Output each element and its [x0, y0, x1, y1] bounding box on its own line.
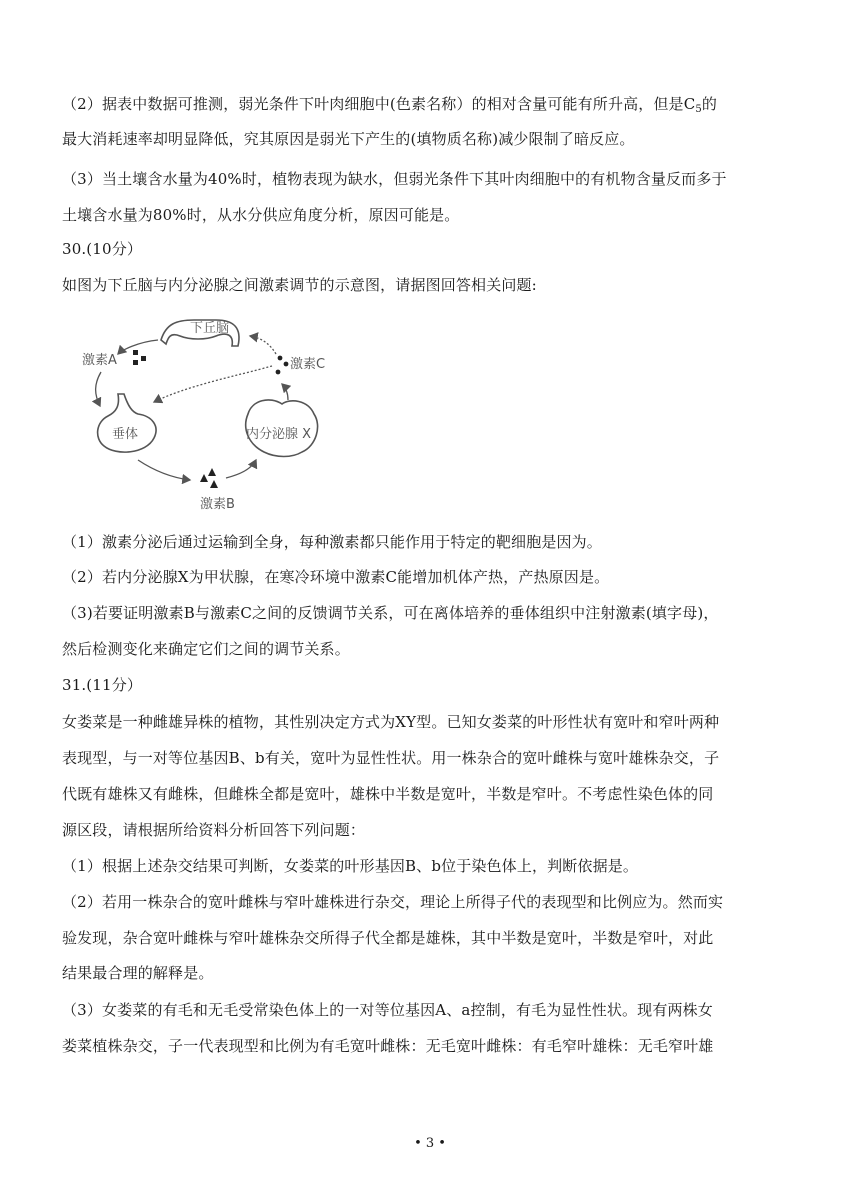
question-31-header: 31.(11分）	[62, 676, 142, 694]
hormone-b-particle	[208, 468, 216, 476]
subscript-5: 5	[695, 104, 702, 115]
arrow-b-to-gland	[226, 460, 256, 478]
hormone-a-label: 激素A	[82, 353, 117, 368]
pituitary-label: 垂体	[112, 427, 139, 442]
question-30-2: （2）若内分泌腺X为甲状腺，在寒冷环境中激素C能增加机体产热，产热原因是。	[62, 568, 610, 586]
question-31-3-line2: 娄菜植株杂交，子一代表现型和比例为有毛宽叶雌株：无毛宽叶雌株：有毛窄叶雄株：无毛窄叶雄	[62, 1037, 714, 1055]
hormone-a-particle	[133, 360, 138, 365]
hormone-c-particle	[278, 356, 283, 361]
hormone-regulation-diagram	[66, 314, 366, 514]
feedback-c-to-hypothalamus	[250, 336, 276, 354]
question-30-3-line1: （3)若要证明激素B与激素C之间的反馈调节关系，可在离体培养的垂体组织中注射激素(填字母)，	[62, 604, 719, 622]
question-31-intro-line4: 源区段，请根据所给资料分析回答下列问题：	[62, 821, 366, 839]
question-31-2-line2: 验发现，杂合宽叶雌株与窄叶雄株杂交所得子代全都是雄株，其中半数是宽叶，半数是窄叶，对此	[62, 929, 714, 947]
question-30-intro: 如图为下丘脑与内分泌腺之间激素调节的示意图，请据图回答相关问题:	[62, 276, 537, 294]
question-30-header: 30.(10分）	[62, 240, 142, 258]
question-31-3-line1: （3）女娄菜的有毛和无毛受常染色体上的一对等位基因A、a控制，有毛为显性性状。现有两株女	[62, 1001, 713, 1019]
question-31-intro-line2: 表现型，与一对等位基因B、b有关，宽叶为显性性状。用一株杂合的宽叶雌株与宽叶雄株杂交，子	[62, 749, 720, 767]
hormone-b-particle	[200, 474, 208, 482]
question-31-2-line1: （2）若用一株杂合的宽叶雌株与窄叶雄株进行杂交，理论上所得子代的表现型和比例应为。然而实	[62, 893, 724, 911]
question-31-intro-line3: 代既有雄株又有雌株，但雌株全都是宽叶，雄株中半数是宽叶，半数是窄叶。不考虑性染色体的同	[62, 785, 714, 803]
pituitary-shape	[98, 394, 156, 452]
question-31-2-line3: 结果最合理的解释是。	[62, 964, 214, 982]
question-29-2-line1: （2）据表中数据可推测，弱光条件下叶肉细胞中(色素名称）的相对含量可能有所升高，但是$C_5$的	[62, 95, 717, 115]
hormone-c-particle	[284, 362, 289, 367]
gland-label: 内分泌腺 X	[246, 427, 312, 442]
feedback-c-to-pituitary	[154, 366, 272, 402]
hormone-b-particle	[210, 480, 218, 488]
question-31-intro-line1: 女娄菜是一种雌雄异株的植物，其性别决定方式为XY型。已知女娄菜的叶形性状有宽叶和窄叶两种	[62, 713, 720, 731]
hypothalamus-label: 下丘脑	[190, 321, 230, 336]
hormone-c-particle	[276, 370, 281, 375]
question-29-3-line2: 土壤含水量为80%时，从水分供应角度分析，原因可能是。	[62, 206, 460, 224]
arrow-a-to-pituitary	[96, 372, 101, 406]
hormone-c-label: 激素C	[290, 357, 326, 372]
question-30-3-line2: 然后检测变化来确定它们之间的调节关系。	[62, 640, 350, 658]
arrow-pituitary-to-b	[138, 460, 190, 480]
page-number: • 3 •	[414, 1136, 446, 1151]
question-30-1: （1）激素分泌后通过运输到全身，每种激素都只能作用于特定的靶细胞是因为。	[62, 533, 602, 551]
arrow-gland-to-c	[282, 384, 288, 400]
hormone-b-label: 激素B	[200, 497, 235, 512]
hormone-a-particle	[133, 350, 138, 355]
hormone-a-particle	[141, 356, 146, 361]
question-29-2-line2: 最大消耗速率却明显降低，究其原因是弱光下产生的(填物质名称)减少限制了暗反应。	[62, 130, 635, 148]
question-31-1: （1）根据上述杂交结果可判断，女娄菜的叶形基因B、b位于染色体上，判断依据是。	[62, 857, 639, 875]
question-29-3-line1: （3）当土壤含水量为40%时，植物表现为缺水，但弱光条件下其叶肉细胞中的有机物含量反而多于	[62, 170, 727, 188]
